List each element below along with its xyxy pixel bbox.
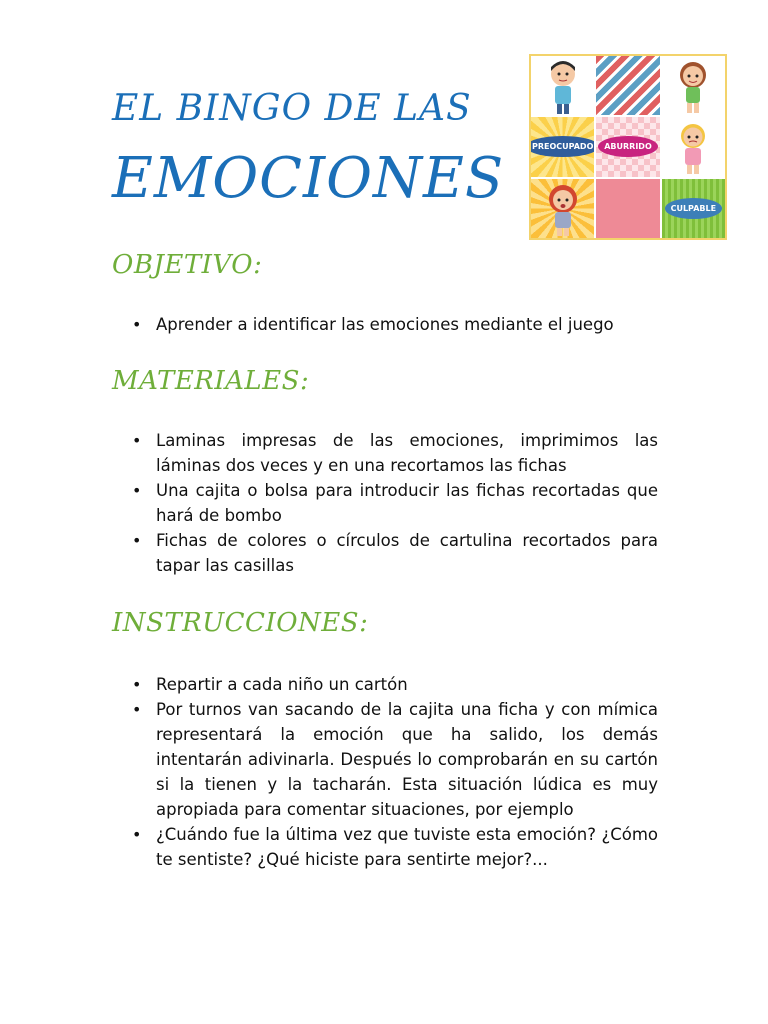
instrucciones-list (132, 672, 658, 872)
culpable-cell (662, 179, 725, 238)
list-item: • Por turnos van sacando de la cajita una ficha y con mímica representará la emoción que ha salido, los demás intentarán adivinarla. Después lo comprobarán en su cartón si la tienen y la tacharán. Esta situación lúdica es muy apropiada para comentar situaciones, por ejemplo (132, 697, 658, 822)
child-blonde-cell (662, 117, 725, 176)
list-item: • Fichas de colores o círculos de cartulina recortados para tapar las casillas (132, 528, 658, 578)
child-boy-cell (531, 56, 594, 115)
child-red-hair-icon (533, 179, 593, 237)
list-item: • Laminas impresas de las emociones, imprimimos las láminas dos veces y en una recortamos las fichas (132, 428, 658, 478)
aburrido-cell (596, 117, 659, 176)
list-item: • Repartir a cada niño un cartón (132, 672, 658, 697)
list-item: • Aprender a identificar las emociones mediante el juego (132, 312, 658, 337)
preocupado-label: PREOCUPADO (531, 136, 594, 157)
objetivo-heading: OBJETIVO: (112, 250, 263, 280)
title-line-2: EMOCIONES (112, 146, 505, 211)
culpable-label: CULPABLE (665, 198, 722, 219)
child-red-hair-cell (531, 179, 594, 238)
aburrido-label: ABURRIDO (598, 136, 658, 157)
title-line-1: EL BINGO DE LAS (112, 88, 472, 129)
chevron-pattern-cell (596, 56, 659, 115)
bingo-card-image (529, 54, 727, 240)
pink-cell (596, 179, 659, 238)
child-boy-icon (533, 57, 593, 115)
materiales-list (132, 428, 658, 578)
instrucciones-heading: INSTRUCCIONES: (112, 608, 369, 638)
objetivo-list (132, 312, 658, 337)
child-girl-icon (663, 57, 723, 115)
materiales-heading: MATERIALES: (112, 366, 310, 396)
child-girl-cell (662, 56, 725, 115)
child-blonde-icon (663, 118, 723, 176)
preocupado-cell (531, 117, 594, 176)
list-item: • Una cajita o bolsa para introducir las fichas recortadas que hará de bombo (132, 478, 658, 528)
list-item: • ¿Cuándo fue la última vez que tuviste esta emoción? ¿Cómo te sentiste? ¿Qué hiciste para sentirte mejor?... (132, 822, 658, 872)
